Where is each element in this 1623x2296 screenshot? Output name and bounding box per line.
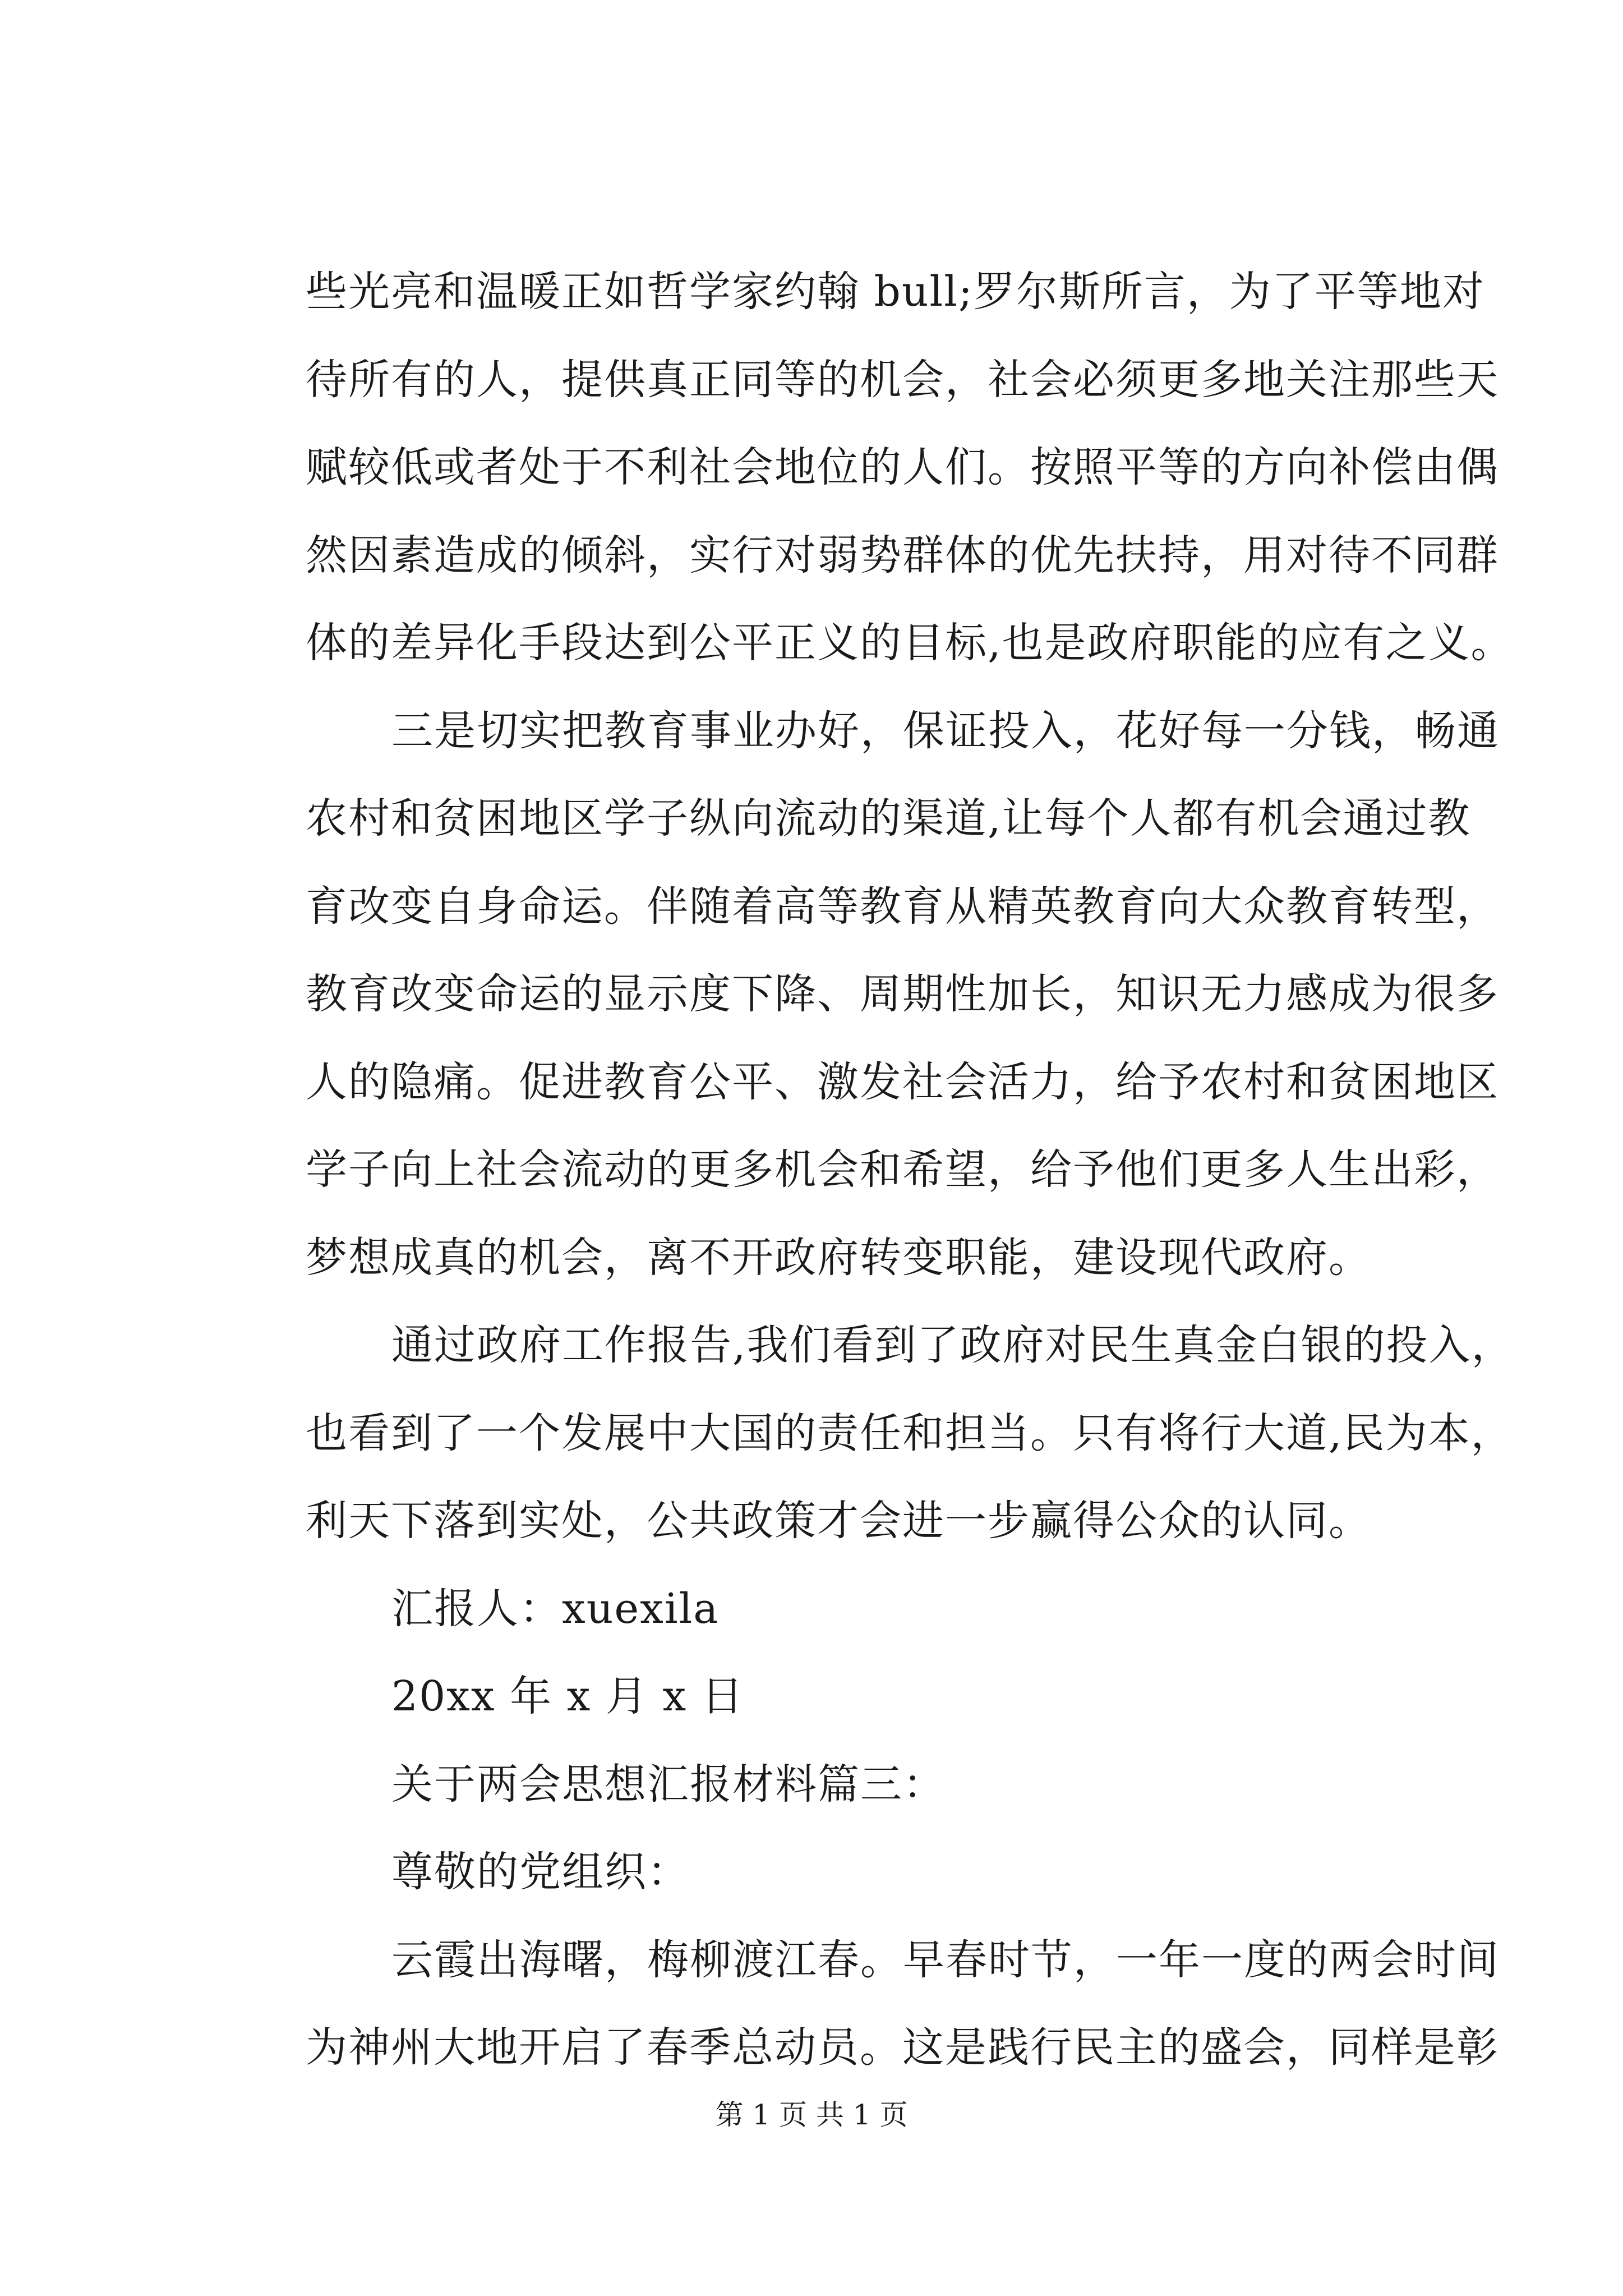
paragraph-4-line-1: 通过政府工作报告,我们看到了政府对民生真金白银的投入， — [391, 1321, 1514, 1369]
text-line-8: 育改变自身命运。伴随着高等教育从精英教育向大众教育转型， — [306, 882, 1499, 931]
text-line-10: 人的隐痛。促进教育公平、激发社会活力，给予农村和贫困地区 — [306, 1058, 1499, 1106]
paragraph-5-line-1: 云霞出海曙，梅柳渡江春。早春时节，一年一度的两会时间 — [391, 1936, 1500, 1984]
salutation: 尊敬的党组织： — [391, 1848, 690, 1896]
text-line-4: 然因素造成的倾斜，实行对弱势群体的优先扶持，用对待不同群 — [306, 531, 1499, 579]
text-line-14: 也看到了一个发展中大国的责任和担当。只有将行大道,民为本， — [306, 1409, 1514, 1457]
reporter-line: 汇报人：xuexila — [391, 1585, 720, 1633]
paragraph-3-line-1: 三是切实把教育事业办好，保证投入，花好每一分钱，畅通 — [391, 707, 1500, 755]
date-line: 20xx 年 x 月 x 日 — [391, 1672, 744, 1720]
text-line-9: 教育改变命运的显示度下降、周期性加长，知识无力感成为很多 — [306, 970, 1499, 1018]
text-line-2: 待所有的人，提供真正同等的机会，社会必须更多地关注那些天 — [306, 356, 1499, 404]
page-footer: 第 1 页 共 1 页 — [715, 2099, 908, 2131]
paragraph-5-line-2: 为神州大地开启了春季总动员。这是践行民主的盛会，同样是彰 — [306, 2023, 1499, 2072]
text-line-1: 些光亮和温暖正如哲学家约翰 bull;罗尔斯所言，为了平等地对 — [306, 268, 1485, 316]
text-line-3: 赋较低或者处于不利社会地位的人们。按照平等的方向补偿由偶 — [306, 443, 1499, 491]
text-line-11: 学子向上社会流动的更多机会和希望，给予他们更多人生出彩， — [306, 1145, 1499, 1194]
section-heading: 关于两会思想汇报材料篇三： — [391, 1760, 946, 1809]
text-line-12: 梦想成真的机会，离不开政府转变职能，建设现代政府。 — [306, 1234, 1371, 1282]
text-line-15: 利天下落到实处，公共政策才会进一步赢得公众的认同。 — [306, 1497, 1371, 1545]
text-line-5: 体的差异化手段达到公平正义的目标,也是政府职能的应有之义。 — [306, 619, 1514, 667]
text-line-7: 农村和贫困地区学子纵向流动的渠道,让每个人都有机会通过教 — [306, 794, 1471, 843]
